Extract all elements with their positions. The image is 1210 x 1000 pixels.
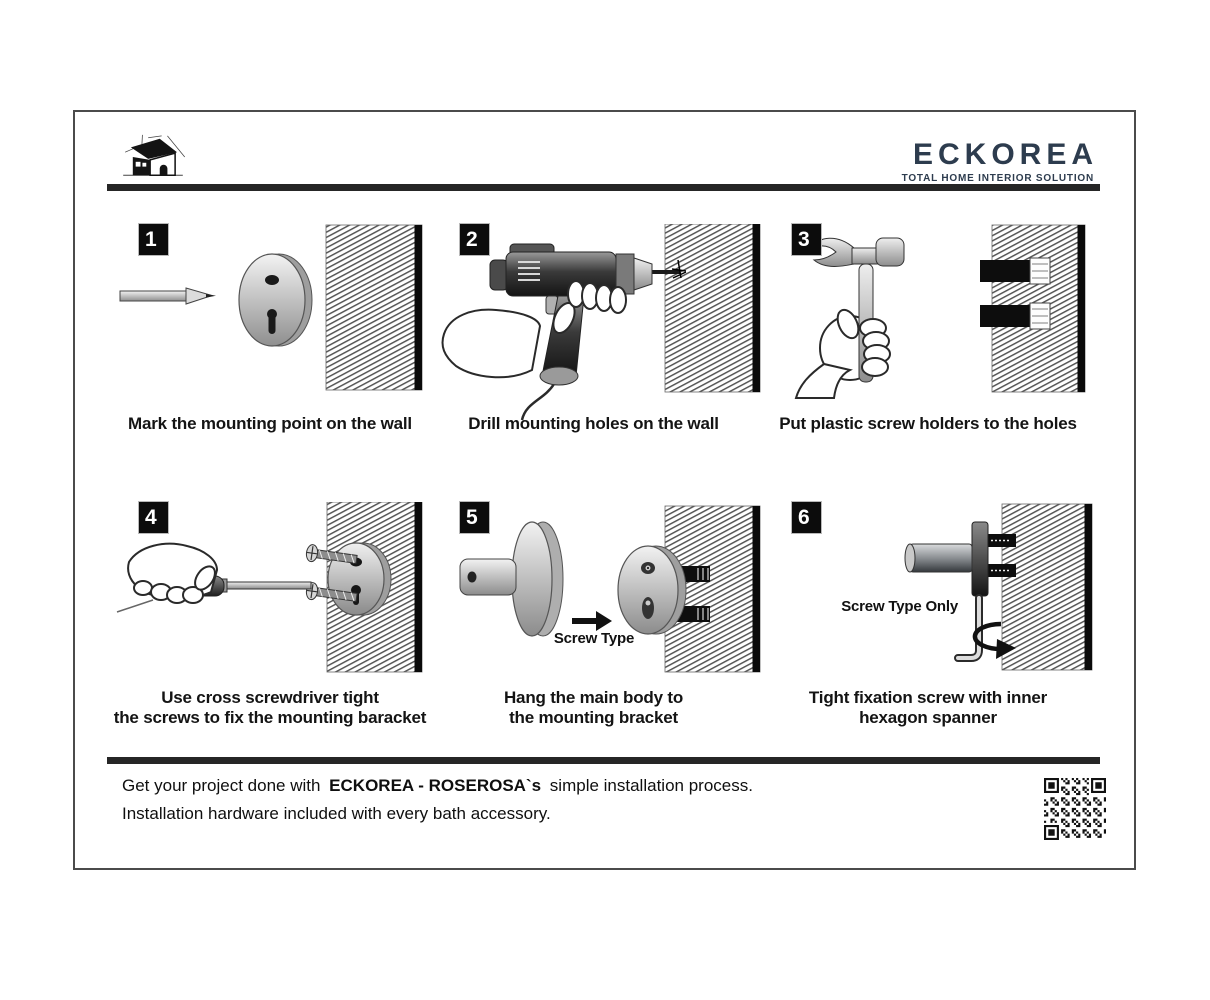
footer-brand: ECKOREA - ROSEROSA`s	[329, 776, 542, 795]
step-5	[426, 502, 761, 757]
footer-divider	[107, 757, 1100, 764]
screw-type-label: Screw Type	[553, 630, 635, 647]
pencil-icon	[120, 288, 216, 304]
hex-spanner-icon	[958, 598, 979, 658]
page-frame	[73, 110, 1136, 870]
footer-line-1: Get your project done with ECKOREA - ROSEROSA`s simple installation process.	[122, 776, 753, 795]
brand-block	[901, 138, 1098, 185]
brand-tagline: TOTAL HOME INTERIOR SOLUTION	[901, 173, 1094, 184]
step-5-caption: Hang the main body to the mounting bracket	[503, 688, 684, 727]
step-3-number-badge: 3	[792, 224, 821, 255]
brand-name: ECKOREA	[912, 138, 1098, 171]
step-6-number-badge: 6	[792, 502, 821, 533]
step-3-caption: Put plastic screw holders to the holes	[779, 414, 1077, 433]
step-4-caption: Use cross screwdriver tight the screws to fix the mounting baracket	[113, 688, 427, 727]
step-1	[105, 224, 435, 479]
house-logo-icon	[119, 132, 187, 182]
right-arrow-icon	[572, 611, 612, 631]
hand	[128, 544, 219, 603]
step-1-caption: Mark the mounting point on the wall	[128, 414, 412, 433]
qr-code	[1044, 778, 1106, 840]
mounting-bracket	[618, 546, 686, 634]
step-2-number-badge: 2	[460, 224, 489, 255]
step-1-number-badge: 1	[139, 224, 168, 255]
accessory-body	[905, 522, 988, 596]
mounting-bracket	[239, 254, 312, 346]
step-3	[758, 224, 1098, 479]
step-6-caption: Tight fixation screw with inner hexagon spanner	[808, 688, 1048, 727]
wall	[1002, 504, 1092, 670]
main-body	[460, 522, 563, 636]
top-divider	[107, 184, 1100, 191]
step-2	[426, 224, 761, 479]
footer-line-2: Installation hardware included with every bath accessory.	[122, 804, 551, 823]
wall	[326, 225, 422, 390]
wall	[665, 224, 760, 392]
screw-type-only-label: Screw Type Only	[841, 598, 958, 615]
step-2-caption: Drill mounting holes on the wall	[468, 414, 719, 433]
step-4-number-badge: 4	[139, 502, 168, 533]
footer-text	[122, 772, 753, 828]
step-4	[105, 502, 435, 757]
step-5-number-badge: 5	[460, 502, 489, 533]
step-6	[758, 502, 1098, 757]
